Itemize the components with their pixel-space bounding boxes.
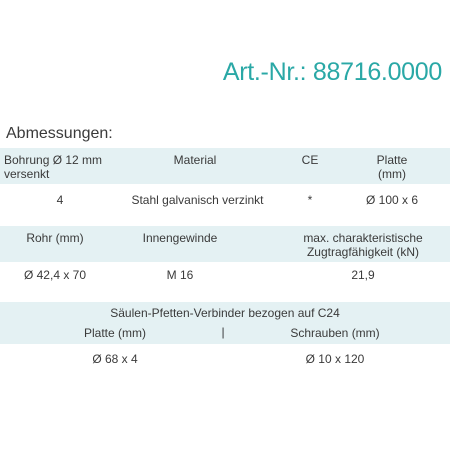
table3-value-platte: Ø 68 x 4 — [92, 352, 138, 366]
table1-value-ce: * — [307, 193, 313, 207]
table2-value-rohr: Ø 42,4 x 70 — [23, 268, 87, 282]
table1-value-material: Stahl galvanisch verzinkt — [131, 193, 264, 207]
table2-header-zugtragfaehigkeit: max. charakteristische Zugtragfähigkeit (kN) — [303, 231, 423, 259]
table3-header-schrauben: Schrauben (mm) — [290, 326, 380, 340]
table1-value-row — [0, 184, 450, 216]
table1-header-row — [0, 148, 450, 184]
table2-value-zugtragfaehigkeit: 21,9 — [351, 268, 375, 282]
table3-title: Säulen-Pfetten-Verbinder bezogen auf C24 — [110, 306, 340, 320]
table3-value-row — [0, 344, 450, 374]
table1-value-bohrung: 4 — [56, 193, 64, 207]
table1-value-platte: Ø 100 x 6 — [365, 193, 419, 207]
table3-header-separator: | — [221, 325, 225, 339]
table3-header-row — [0, 302, 450, 344]
table1-header-bohrung: Bohrung Ø 12 mm versenkt — [4, 153, 103, 181]
table2-value-row — [0, 262, 450, 292]
table3-header-platte: Platte (mm) — [83, 326, 146, 340]
section-title: Abmessungen: — [6, 125, 113, 142]
table1-header-platte: Platte (mm) — [376, 153, 408, 181]
table2-header-innengewinde: Innengewinde — [142, 231, 218, 245]
table2-value-innengewinde: M 16 — [166, 268, 194, 282]
table2-header-rohr: Rohr (mm) — [26, 231, 84, 245]
table3-value-schrauben: Ø 10 x 120 — [305, 352, 365, 366]
article-number: Art.-Nr.: 88716.0000 — [222, 58, 442, 86]
table1-header-material: Material — [173, 153, 217, 167]
table2-header-row — [0, 226, 450, 262]
table1-header-ce: CE — [301, 153, 319, 167]
